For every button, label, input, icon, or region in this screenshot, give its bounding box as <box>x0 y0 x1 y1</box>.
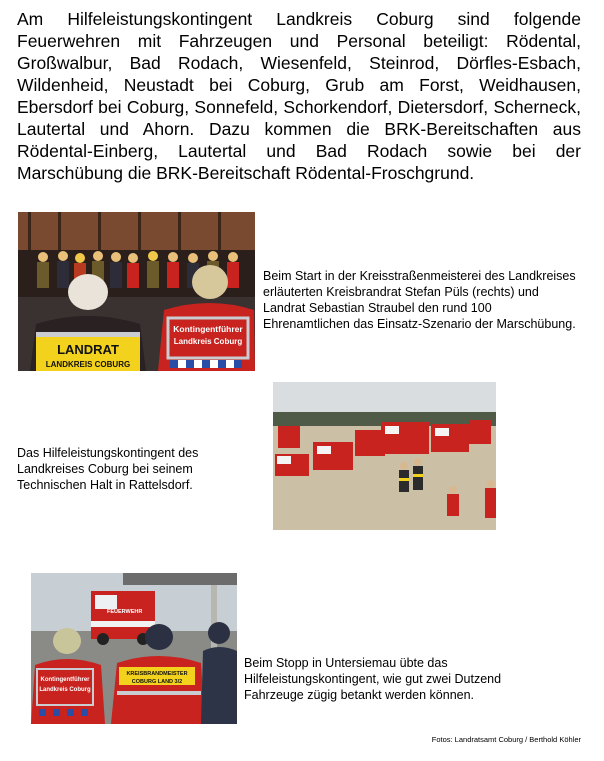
photo-rattelsdorf <box>273 382 496 530</box>
photo-credit: Fotos: Landratsamt Coburg / Berthold Köhler <box>431 735 581 744</box>
vest-sublabel-landrat: LANDKREIS COBURG <box>45 360 131 369</box>
vest-label-kontingentfuehrer-2: Kontingentführer <box>40 677 90 683</box>
vest-sublabel-kontingentfuehrer-2: Landkreis Coburg <box>39 687 91 693</box>
photo-untersiemau <box>31 573 237 724</box>
photo-briefing <box>18 212 255 371</box>
caption-briefing: Beim Start in der Kreisstraßenmeisterei des Landkreises erläuterten Kreisbrandrat Stefan Püls (rechts) und Landrat Sebastian Straubel den rund 100 Ehrenamtlichen das Einsatz-Szenario der Marschübung. <box>263 269 576 331</box>
vest-sublabel-kreisbrandmeister: COBURG LAND 3/2 <box>131 679 183 685</box>
intro-paragraph: Am Hilfeleistungskontingent Landkreis Coburg sind folgende Feuerwehren mit Fahrzeugen und Personal beteiligt: Rödental, Großwalbur, Bad Rodach, Wiesenfeld, Steinrod, Dörfles-Esbach, Wildenheid, Neustadt bei Coburg, Grub am Forst, Weidhausen, Ebersdorf bei Coburg, Sonnefeld, Schorkendorf, Dietersdorf, Scherneck, Lautertal und Ahorn. Dazu kommen die BRK-Bereitschaften aus Rödental-Einberg, Lautertal und Bad Rodach sowie bei der Marschübung die BRK-Bereitschaft Rödental-Froschgrund. <box>17 9 581 183</box>
caption-untersiemau: Beim Stopp in Untersiemau übte das Hilfeleistungskontingent, wie gut zwei Dutzend Fahrzeuge zügig betankt werden können. <box>244 656 502 702</box>
vest-label-landrat: LANDRAT <box>57 342 119 357</box>
vest-label-kreisbrandmeister: KREISBRANDMEISTER <box>126 671 188 677</box>
vest-sublabel-kontingentfuehrer: Landkreis Coburg <box>173 337 243 346</box>
truck-label: FEUERWEHR <box>107 609 143 615</box>
caption-rattelsdorf: Das Hilfeleistungskontingent des Landkreises Coburg bei seinem Technischen Halt in Rattelsdorf. <box>17 446 199 492</box>
vest-label-kontingentfuehrer: Kontingentführer <box>173 324 243 334</box>
